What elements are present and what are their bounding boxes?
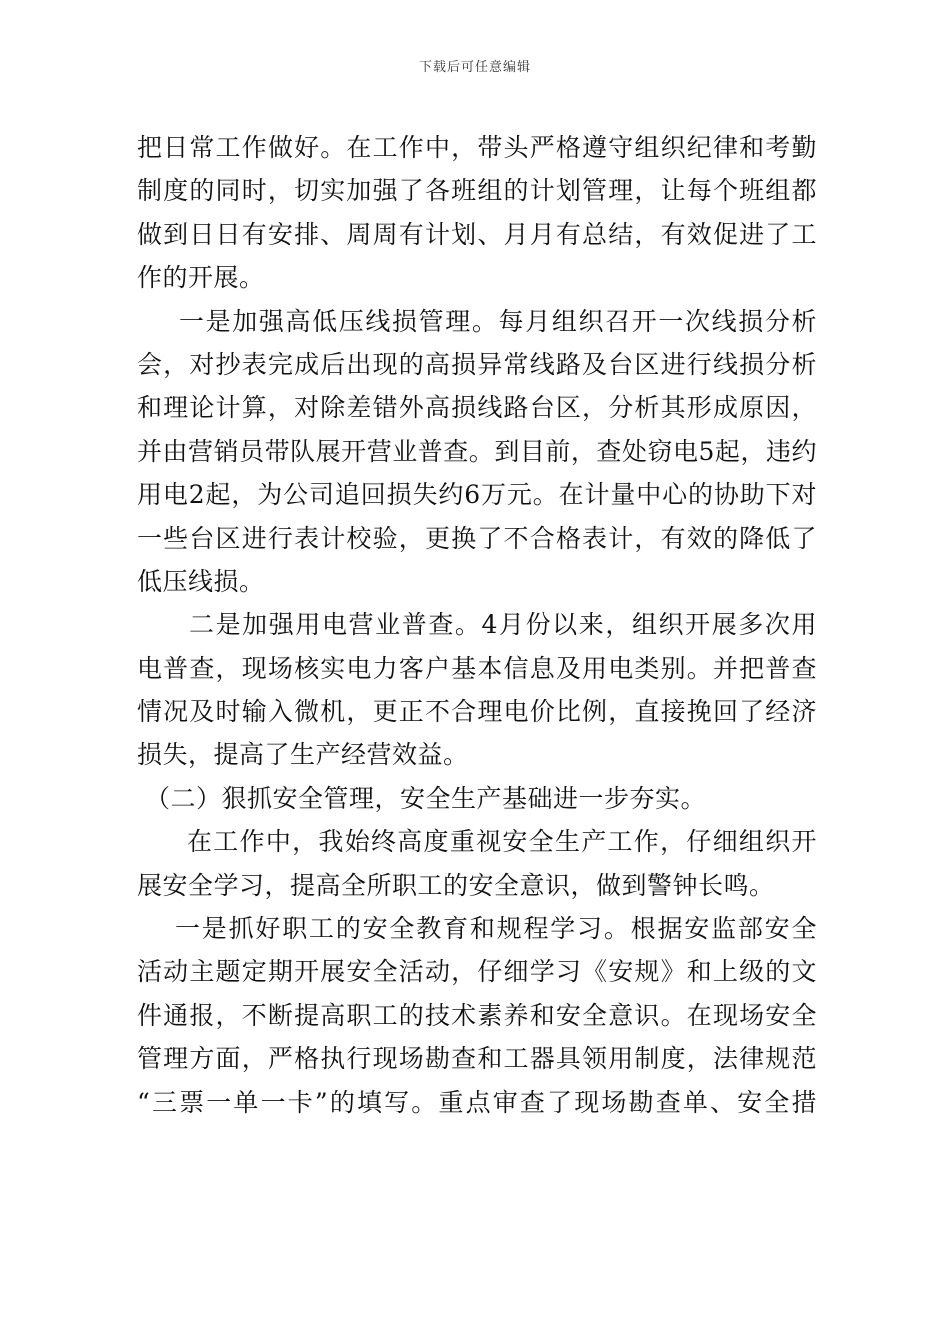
text-line: 会，对抄表完成后出现的高损异常线路及台区进行线损分析 — [137, 349, 817, 379]
text-line: 管理方面，严格执行现场勘查和工器具领用制度，法律规范 — [137, 1044, 817, 1074]
text-line: 和理论计算，对除差错外高损线路台区，分析其形成原因， — [137, 393, 817, 423]
text-line: 损失，提高了生产经营效益。 — [137, 740, 469, 770]
text-line: 作的开展。 — [137, 263, 265, 293]
text-line: 制度的同时，切实加强了各班组的计划管理，让每个班组都 — [137, 176, 817, 206]
text-line: 展安全学习，提高全所职工的安全意识，做到警钟长鸣。 — [137, 870, 775, 900]
text-line: 一是加强高低压线损管理。每月组织召开一次线损分析 — [179, 306, 817, 336]
text-line: 活动主题定期开展安全活动，仔细学习《安规》和上级的文 — [137, 957, 817, 987]
text-line: 一是抓好职工的安全教育和规程学习。根据安监部安全 — [175, 914, 817, 944]
text-line: 低压线损。 — [137, 566, 265, 596]
text-line: 用电2起，为公司追回损失约6万元。在计量中心的协助下对 — [137, 480, 817, 510]
text-line: 并由营销员带队展开营业普查。到目前，查处窃电5起，违约 — [137, 436, 817, 466]
document-body — [137, 126, 817, 1124]
text-line: 情况及时输入微机，更正不合理电价比例，直接挽回了经济 — [137, 697, 817, 727]
text-line: 电普查，现场核实电力客户基本信息及用电类别。并把普查 — [137, 653, 817, 683]
page-header: 下载后可任意编辑 — [418, 60, 531, 75]
text-line: 一些台区进行表计校验，更换了不合格表计，有效的降低了 — [137, 523, 817, 553]
section-heading: （二）狠抓安全管理，安全生产基础进一步夯实。 — [145, 783, 707, 813]
text-line: 做到日日有安排、周周有计划、月月有总结，有效促进了工 — [137, 219, 817, 249]
text-line: 件通报，不断提高职工的技术素养和安全意识。在现场安全 — [137, 1000, 817, 1030]
text-line: 二是加强用电营业普查。4月份以来，组织开展多次用 — [189, 610, 817, 640]
text-line: 把日常工作做好。在工作中，带头严格遵守组织纪律和考勤 — [137, 133, 817, 162]
text-line: 在工作中，我始终高度重视安全生产工作，仔细组织开 — [187, 827, 817, 857]
text-line: “三票一单一卡”的填写。重点审查了现场勘查单、安全措 — [137, 1087, 817, 1117]
